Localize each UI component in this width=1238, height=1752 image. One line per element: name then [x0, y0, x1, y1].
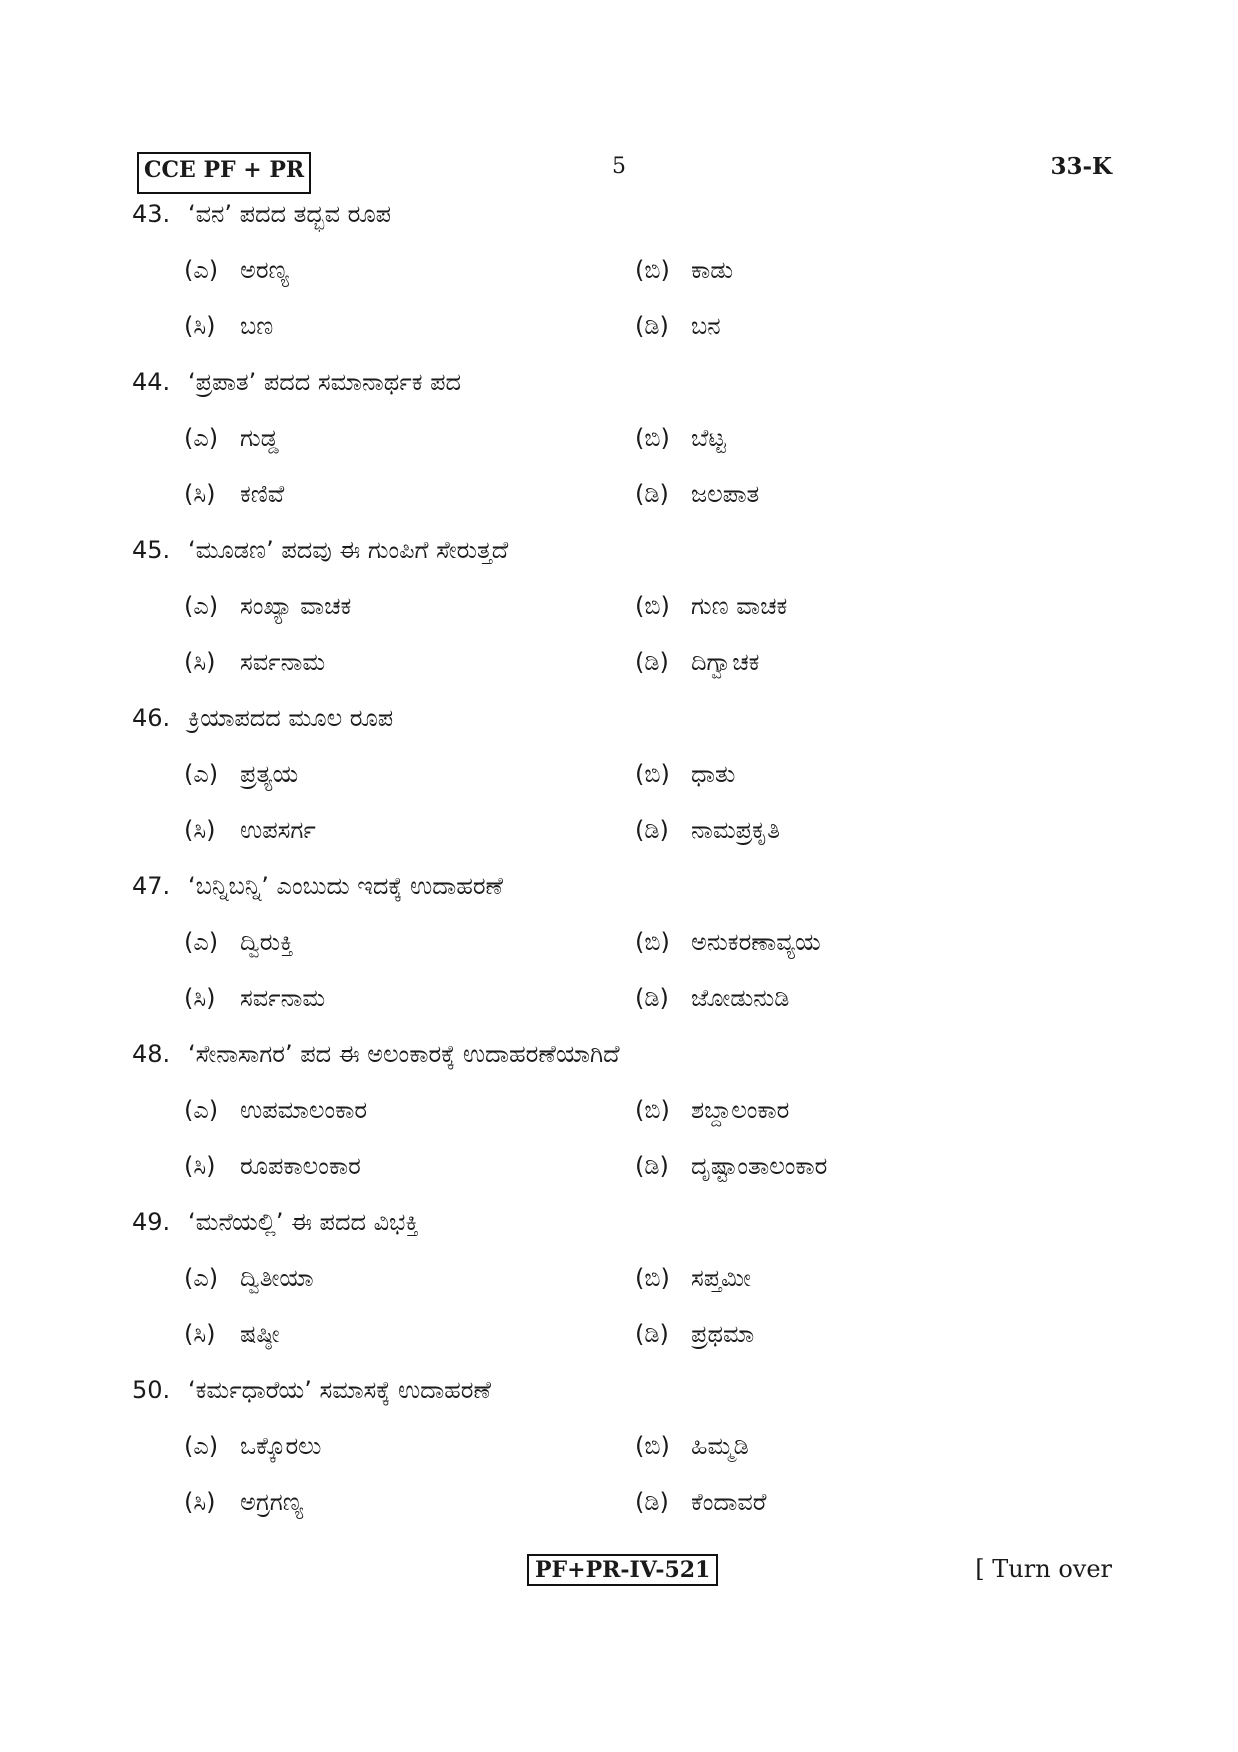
- option-c: [184, 976, 325, 1020]
- option-d: [635, 1480, 766, 1524]
- option-label: (ಡಿ): [635, 1152, 669, 1180]
- option-label: (ಎ): [184, 1432, 219, 1460]
- option-b: [635, 920, 821, 964]
- question-text: ‘ಮನೆಯಲ್ಲಿ’ ಈ ಪದದ ವಿಭಕ್ತಿ: [188, 1208, 419, 1236]
- option-text: ಉಪಮಾಲಂಕಾರ: [240, 1096, 368, 1124]
- option-label: (ಡಿ): [635, 1488, 669, 1516]
- question-number: 48.: [132, 1040, 171, 1068]
- question-text: ಕ್ರಿಯಾಪದದ ಮೂಲ ರೂಪ: [188, 704, 394, 732]
- page-number: 5: [612, 154, 626, 179]
- option-label: (ಎ): [184, 424, 219, 452]
- option-label: (ಬಿ): [635, 928, 670, 956]
- option-text: ಕೆಂದಾವರೆ: [691, 1488, 767, 1516]
- question-number: 49.: [132, 1208, 171, 1236]
- option-text: ಸರ್ವನಾಮ: [240, 648, 326, 676]
- option-text: ಒಕ್ಕೊರಲು: [240, 1432, 322, 1460]
- option-d: [635, 472, 759, 516]
- paper-box-label: CCE PF + PR: [137, 152, 311, 194]
- option-label: (ಸಿ): [184, 312, 216, 340]
- option-text: ಪ್ರಥಮಾ: [691, 1320, 755, 1348]
- question-number: 45.: [132, 536, 171, 564]
- option-label: (ಡಿ): [635, 984, 669, 1012]
- option-a: [184, 1424, 321, 1468]
- option-c: [184, 1480, 303, 1524]
- option-a: [184, 920, 293, 964]
- option-label: (ಎ): [184, 928, 219, 956]
- option-text: ಕಾಡು: [691, 256, 734, 284]
- question-list: [132, 192, 1112, 1536]
- option-text: ಜೋಡುನುಡಿ: [691, 984, 790, 1012]
- option-c: [184, 304, 273, 348]
- option-label: (ಸಿ): [184, 816, 216, 844]
- option-d: [635, 304, 721, 348]
- option-text: ಅರಣ್ಯ: [240, 256, 289, 284]
- question-46: [132, 696, 1112, 864]
- question-48: [132, 1032, 1112, 1200]
- question-44: [132, 360, 1112, 528]
- option-text: ಕಣಿವೆ: [240, 480, 285, 508]
- option-text: ನಾಮಪ್ರಕೃತಿ: [691, 816, 780, 844]
- option-label: (ಸಿ): [184, 984, 216, 1012]
- question-text: ‘ವನ’ ಪದದ ತದ್ಭವ ರೂಪ: [188, 200, 392, 228]
- option-c: [184, 472, 284, 516]
- option-b: [635, 1256, 751, 1300]
- option-text: ಅಗ್ರಗಣ್ಯ: [240, 1488, 304, 1516]
- question-text: ‘ಮೂಡಣ’ ಪದವು ಈ ಗುಂಪಿಗೆ ಸೇರುತ್ತದೆ: [188, 536, 509, 564]
- option-b: [635, 1424, 749, 1468]
- option-b: [635, 752, 735, 796]
- question-number: 46.: [132, 704, 171, 732]
- question-text: ‘ಬನ್ನಿಬನ್ನಿ’ ಎಂಬುದು ಇದಕ್ಕೆ ಉದಾಹರಣೆ: [188, 872, 504, 900]
- option-a: [184, 416, 279, 460]
- option-text: ಬನ: [691, 312, 721, 340]
- option-label: (ಡಿ): [635, 816, 669, 844]
- option-label: (ಬಿ): [635, 1432, 670, 1460]
- option-text: ಬಣ: [240, 312, 274, 340]
- option-c: [184, 1144, 361, 1188]
- option-label: (ಸಿ): [184, 480, 216, 508]
- option-text: ದೃಷ್ಟಾಂತಾಲಂಕಾರ: [691, 1152, 828, 1180]
- question-number: 44.: [132, 368, 171, 396]
- option-label: (ಬಿ): [635, 592, 670, 620]
- question-text: ‘ಪ್ರಪಾತ’ ಪದದ ಸಮಾನಾರ್ಥಕ ಪದ: [188, 368, 462, 396]
- option-text: ಸಂಖ್ಯಾ ವಾಚಕ: [240, 592, 352, 620]
- option-b: [635, 416, 726, 460]
- option-b: [635, 248, 733, 292]
- turn-over-label: [ Turn over: [975, 1555, 1112, 1583]
- option-text: ಗುಡ್ಡ: [240, 424, 279, 452]
- option-d: [635, 976, 789, 1020]
- option-label: (ಸಿ): [184, 1152, 216, 1180]
- question-45: [132, 528, 1112, 696]
- option-text: ಜಲಪಾತ: [691, 480, 760, 508]
- question-number: 47.: [132, 872, 171, 900]
- option-text: ಸಪ್ತಮೀ: [691, 1264, 752, 1292]
- option-label: (ಬಿ): [635, 424, 670, 452]
- question-49: [132, 1200, 1112, 1368]
- option-text: ಷಷ್ಠೀ: [240, 1320, 280, 1348]
- question-text: ‘ಸೇನಾಸಾಗರ’ ಪದ ಈ ಅಲಂಕಾರಕ್ಕೆ ಉದಾಹರಣೆಯಾಗಿದೆ: [188, 1040, 620, 1068]
- option-label: (ಸಿ): [184, 1320, 216, 1348]
- question-number: 50.: [132, 1376, 171, 1404]
- option-a: [184, 1256, 314, 1300]
- option-label: (ಸಿ): [184, 1488, 216, 1516]
- option-a: [184, 752, 298, 796]
- option-label: (ಎ): [184, 256, 219, 284]
- option-text: ಉಪಸರ್ಗ: [240, 816, 316, 844]
- option-label: (ಬಿ): [635, 1264, 670, 1292]
- option-text: ಹಿಮ್ಮಡಿ: [691, 1432, 749, 1460]
- option-b: [635, 584, 787, 628]
- option-label: (ಬಿ): [635, 760, 670, 788]
- option-a: [184, 248, 289, 292]
- option-text: ಗುಣ ವಾಚಕ: [691, 592, 788, 620]
- option-label: (ಎ): [184, 1264, 219, 1292]
- option-label: (ಡಿ): [635, 480, 669, 508]
- option-c: [184, 640, 325, 684]
- question-50: [132, 1368, 1112, 1536]
- question-43: [132, 192, 1112, 360]
- option-text: ಶಬ್ದಾಲಂಕಾರ: [691, 1096, 790, 1124]
- option-text: ಧಾತು: [691, 760, 736, 788]
- option-text: ದ್ವಿರುಕ್ತಿ: [240, 928, 294, 956]
- option-label: (ಎ): [184, 760, 219, 788]
- option-text: ರೂಪಕಾಲಂಕಾರ: [240, 1152, 361, 1180]
- option-text: ದ್ವಿತೀಯಾ: [240, 1264, 314, 1292]
- option-label: (ಡಿ): [635, 312, 669, 340]
- paper-code: 33-K: [1050, 153, 1112, 180]
- option-label: (ಸಿ): [184, 648, 216, 676]
- option-text: ಸರ್ವನಾಮ: [240, 984, 326, 1012]
- option-d: [635, 808, 780, 852]
- option-label: (ಡಿ): [635, 1320, 669, 1348]
- option-text: ಬೆಟ್ಟ: [691, 424, 726, 452]
- option-d: [635, 640, 759, 684]
- option-d: [635, 1144, 827, 1188]
- option-label: (ಎ): [184, 592, 219, 620]
- option-text: ಅನುಕರಣಾವ್ಯಯ: [691, 928, 821, 956]
- option-label: (ಬಿ): [635, 256, 670, 284]
- option-d: [635, 1312, 754, 1356]
- footer-code-box: PF+PR-IV-521: [527, 1554, 718, 1586]
- question-text: ‘ಕರ್ಮಧಾರೆಯ’ ಸಮಾಸಕ್ಕೆ ಉದಾಹರಣೆ: [188, 1376, 491, 1404]
- option-b: [635, 1088, 789, 1132]
- option-text: ದಿಗ್ವಾಚಕ: [691, 648, 760, 676]
- option-label: (ಎ): [184, 1096, 219, 1124]
- option-text: ಪ್ರತ್ಯಯ: [240, 760, 299, 788]
- question-47: [132, 864, 1112, 1032]
- option-label: (ಬಿ): [635, 1096, 670, 1124]
- option-a: [184, 584, 351, 628]
- option-c: [184, 1312, 280, 1356]
- option-c: [184, 808, 316, 852]
- option-label: (ಡಿ): [635, 648, 669, 676]
- option-a: [184, 1088, 367, 1132]
- question-number: 43.: [132, 200, 171, 228]
